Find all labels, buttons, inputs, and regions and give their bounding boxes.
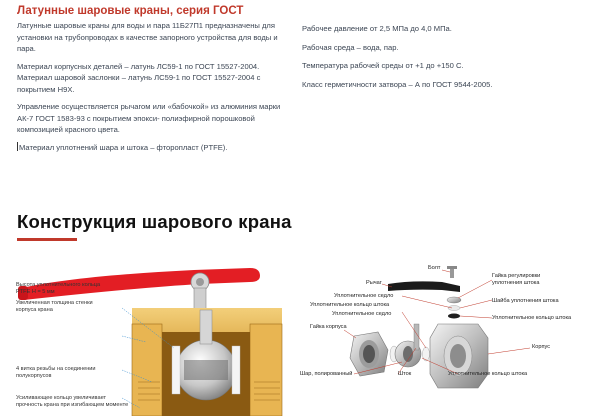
part-label-seal-seat: Уплотнительное седло (334, 293, 394, 299)
cutaway-label: прочность крана при изгибающем моменте (16, 402, 129, 408)
part-label-body: Корпус (532, 344, 551, 350)
spec-line: Температура рабочей среды от +1 до +150 С. (302, 61, 464, 70)
section-title: Конструкция шарового крана (17, 211, 292, 232)
part-label-ball: Шар, полированный (300, 371, 353, 377)
spec-line: Класс герметичности затвора – А по ГОСТ 9544-2005. (302, 79, 493, 89)
cutaway-label: Усиливающее кольцо увеличивает (16, 395, 107, 401)
intro-paragraph: Материал корпусных деталей – латунь ЛС59-1 по ГОСТ 15527-2004. Материал шаровой заслонки – латунь ЛС59-1 по ГОСТ 15527-2004 с покрытием Н9Х. (17, 61, 261, 94)
text-cursor (17, 142, 18, 151)
part-label-lever: Рычаг (366, 280, 382, 286)
intro-paragraph-materials (17, 142, 287, 154)
cutaway-label: Высота уплотнительного кольца (16, 282, 101, 288)
series-subtitle: Латунные шаровые краны, серия ГОСТ (17, 5, 244, 17)
part-label-stem-washer: Шайба уплотнения штока (492, 298, 559, 304)
part-label-bolt: Болт (428, 265, 441, 271)
part-label-stem: Шток (398, 371, 412, 377)
part-label-adjust-nut: Гайка регулировки уплотнения штока (492, 273, 541, 286)
part-label-seal-ring-stem: Уплотнительное кольцо штока (492, 315, 572, 321)
title-underline (17, 238, 77, 241)
part-label-body-nut: Гайка корпуса (310, 324, 347, 330)
part-label-seal-ring-stem: Уплотнительное кольцо штока (310, 302, 390, 308)
valve-exploded-figure (292, 262, 600, 416)
cutaway-label: корпуса крана (16, 307, 53, 313)
cutaway-label: Увеличенная толщина стенки (16, 300, 93, 306)
cutaway-label: PTFE H = 5 мм (16, 289, 55, 295)
spec-line: Рабочее давление от 2,5 МПа до 4,0 МПа. (302, 24, 452, 33)
part-label-seal-seat: Уплотнительное седло (332, 311, 392, 317)
spec-line: Рабочая среда – вода, пар. (302, 42, 399, 52)
intro-paragraph: Латунные шаровые краны для воды и пара 11Б27П1 предназначены для установки на трубопроводах в качестве запорного устройства для воды и пара. (17, 21, 278, 53)
intro-right-column (302, 23, 592, 97)
intro-paragraph-text: Материал уплотнений шара и штока – фторопласт (PTFE). (19, 142, 228, 152)
cutaway-label: полукорпусов (16, 373, 52, 379)
part-label-seal-ring-stem: Уплотнительное кольцо штока (448, 371, 528, 377)
intro-paragraph: Управление осуществляется рычагом или «бабочкой» из алюминия марки АК-7 ГОСТ 1583-93 с покрытием эпокси- полиэфирной порошковой композицией красного цвета. (17, 102, 281, 134)
valve-cutaway-figure (14, 262, 284, 416)
intro-left-column (17, 4, 287, 159)
cutaway-label: 4 витка резьбы на соединении (16, 366, 96, 372)
